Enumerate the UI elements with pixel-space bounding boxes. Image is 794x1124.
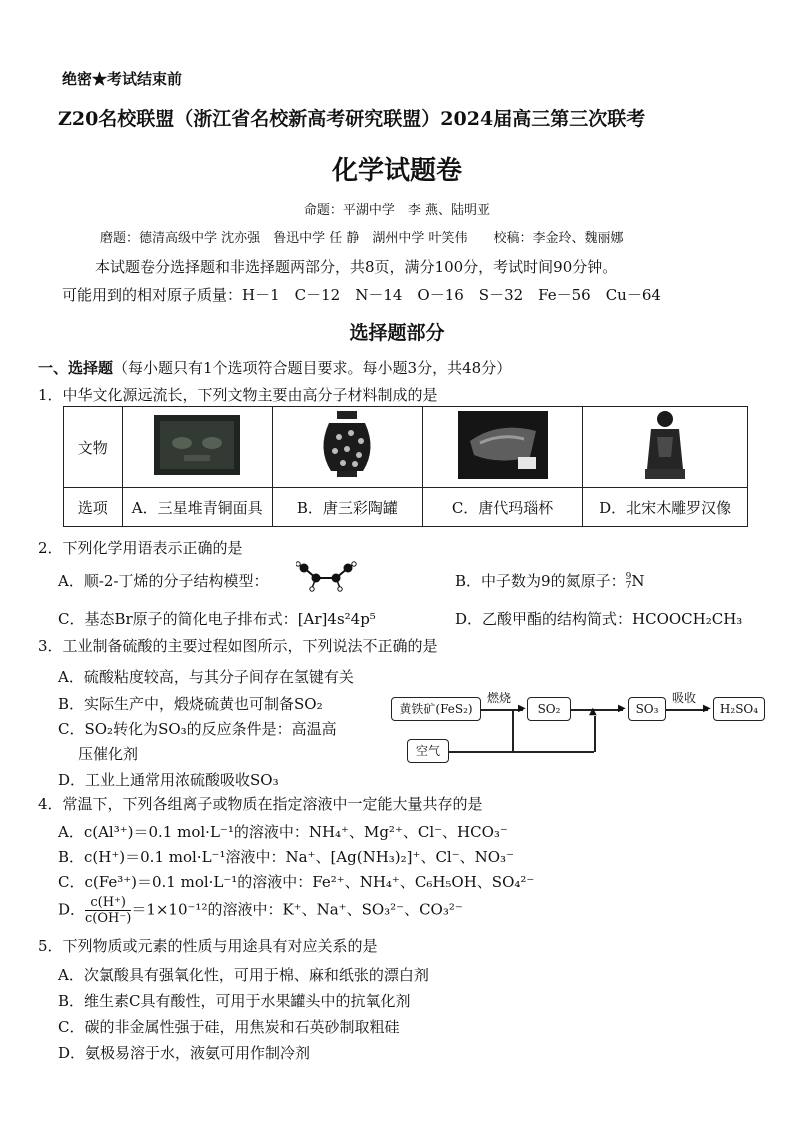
flow-label-absorb: 吸收: [672, 691, 697, 705]
q2-b-mass-number: 9: [625, 572, 632, 582]
q2-b-atomic-number: 7: [625, 581, 632, 591]
subject-title: 化学试题卷: [331, 156, 462, 186]
q4-d-label: D．: [58, 900, 86, 919]
part-header: [38, 357, 511, 378]
arrow-line: [666, 709, 708, 711]
confidential-mark: 绝密★考试结束前: [62, 70, 183, 88]
relic-image-row: [64, 407, 748, 488]
atomic-masses: 可能用到的相对原子质量：H－1 C－12 N－14 O－16 S－32 Fe－56 Cu－64: [62, 286, 661, 304]
q5-option-c: C．碳的非金属性强于硅，用焦炭和石英砂制取粗硅: [58, 1018, 400, 1036]
arrow-head-icon: ▶: [703, 703, 711, 714]
q3-option-a: A．硫酸粘度较高，与其分子间存在氢键有关: [58, 668, 354, 686]
pottery-jar-image: [317, 409, 377, 481]
q2-option-a: A．顺-2-丁烯的分子结构模型：: [58, 572, 269, 590]
relic-option-row: [64, 488, 748, 527]
row-label-relic: 文物: [64, 407, 123, 488]
arrow-line: [449, 751, 594, 753]
arrow-line: [481, 709, 523, 711]
cis-2-butene-model-icon: [296, 560, 358, 592]
q2-b-symbol: N: [631, 572, 645, 590]
q2-stem: 2．下列化学用语表示正确的是: [38, 539, 243, 557]
q5-option-b: B．维生素C具有酸性，可用于水果罐头中的抗氧化剂: [58, 992, 411, 1010]
q3-option-d: D．工业上通常用浓硫酸吸收SO₃: [58, 771, 279, 789]
q2-c-formula: [Ar]4s²4p⁵: [297, 610, 376, 628]
question-reviewers: 磨题：德清高级中学 沈亦强 鲁迅中学 任 静 湖州中学 叶笑伟 校稿：李金玲、魏丽娜: [100, 231, 624, 246]
flow-box-so2: SO₂: [527, 697, 571, 721]
relic-image-a: [122, 407, 272, 488]
q5-option-d: D．氨极易溶于水，液氨可用作制冷剂: [58, 1044, 311, 1062]
flow-box-pyrite: 黄铁矿(FeS₂): [391, 697, 481, 721]
q1-relic-table: [63, 406, 748, 527]
part-label: 一、选择题: [38, 359, 114, 377]
section-title: 选择题部分: [349, 322, 445, 344]
q2-c-text: C．基态Br原子的简化电子排布式：: [58, 610, 298, 628]
q3-option-c-continued: 压催化剂: [78, 745, 139, 763]
fraction-denominator: c(OH⁻): [85, 911, 132, 926]
exam-title: Z20名校联盟（浙江省名校新高考研究联盟）2024届高三第三次联考: [58, 108, 646, 130]
arrow-head-icon: ▶: [618, 703, 626, 714]
bronze-mask-image: [154, 415, 240, 475]
arrow-head-icon: ▲: [589, 706, 597, 717]
q2-option-b: [455, 570, 644, 591]
flow-box-air: 空气: [407, 739, 449, 763]
q4-option-d: [58, 895, 463, 926]
q1-option-c: C．唐代玛瑙杯: [422, 488, 582, 527]
flow-box-h2so4: H₂SO₄: [713, 697, 765, 721]
q2-option-c: [58, 608, 376, 629]
q4-stem: 4．常温下，下列各组离子或物质在指定溶液中一定能大量共存的是: [38, 795, 483, 813]
hydrogen-ratio-fraction: [85, 895, 131, 926]
arrow-line: [571, 709, 623, 711]
q5-option-a: A．次氯酸具有强氧化性，可用于棉、麻和纸张的漂白剂: [58, 966, 429, 984]
q2-b-text: B．中子数为9的氮原子：: [455, 572, 626, 590]
q3-option-c: C．SO₂转化为SO₃的反应条件是：高温高: [58, 720, 337, 738]
q1-option-d: D．北宋木雕罗汉像: [583, 488, 748, 527]
q1-option-a: A．三星堆青铜面具: [122, 488, 272, 527]
q4-option-c: C．c(Fe³⁺)＝0.1 mol·L⁻¹的溶液中：Fe²⁺、NH₄⁺、C₆H₅OH、SO₄²⁻: [58, 873, 535, 891]
arrow-head-icon: ▶: [518, 703, 526, 714]
q3-stem: 3．工业制备硫酸的主要过程如图所示，下列说法不正确的是: [38, 637, 438, 655]
part-note: （每小题只有1个选项符合题目要求。每小题3分，共48分）: [113, 359, 512, 377]
q2-option-d: D．乙酸甲酯的结构简式：HCOOCH₂CH₃: [455, 610, 743, 628]
q3-option-b: B．实际生产中，煅烧硫黄也可制备SO₂: [58, 695, 323, 713]
q4-d-text: ＝1×10⁻¹²的溶液中：K⁺、Na⁺、SO₃²⁻、CO₃²⁻: [131, 900, 463, 919]
q1-option-b: B．唐三彩陶罐: [272, 488, 422, 527]
relic-image-c: [422, 407, 582, 488]
flow-label-burn: 燃烧: [487, 691, 512, 705]
row-label-option: 选项: [64, 488, 123, 527]
q5-stem: 5．下列物质或元素的性质与用途具有对应关系的是: [38, 937, 378, 955]
q1-stem: 1．中华文化源远流长，下列文物主要由高分子材料制成的是: [38, 386, 438, 404]
q4-option-b: B．c(H⁺)＝0.1 mol·L⁻¹溶液中：Na⁺、[Ag(NH₃)₂]⁺、Cl⁻、NO₃⁻: [58, 848, 514, 866]
fraction-numerator: c(H⁺): [85, 895, 131, 911]
exam-intro: 本试题卷分选择题和非选择题两部分，共8页，满分100分，考试时间90分钟。: [95, 258, 618, 276]
question-setters: 命题：平湖中学 李 燕、陆明亚: [303, 203, 491, 218]
arrow-line: [512, 711, 514, 751]
agate-cup-image: [458, 411, 548, 479]
wooden-arhat-image: [643, 407, 687, 483]
flow-box-so3: SO₃: [628, 697, 666, 721]
relic-image-b: [272, 407, 422, 488]
relic-image-d: [583, 407, 748, 488]
arrow-line: [594, 716, 596, 752]
q4-option-a: A．c(Al³⁺)＝0.1 mol·L⁻¹的溶液中：NH₄⁺、Mg²⁺、Cl⁻、HCO₃⁻: [58, 823, 508, 841]
